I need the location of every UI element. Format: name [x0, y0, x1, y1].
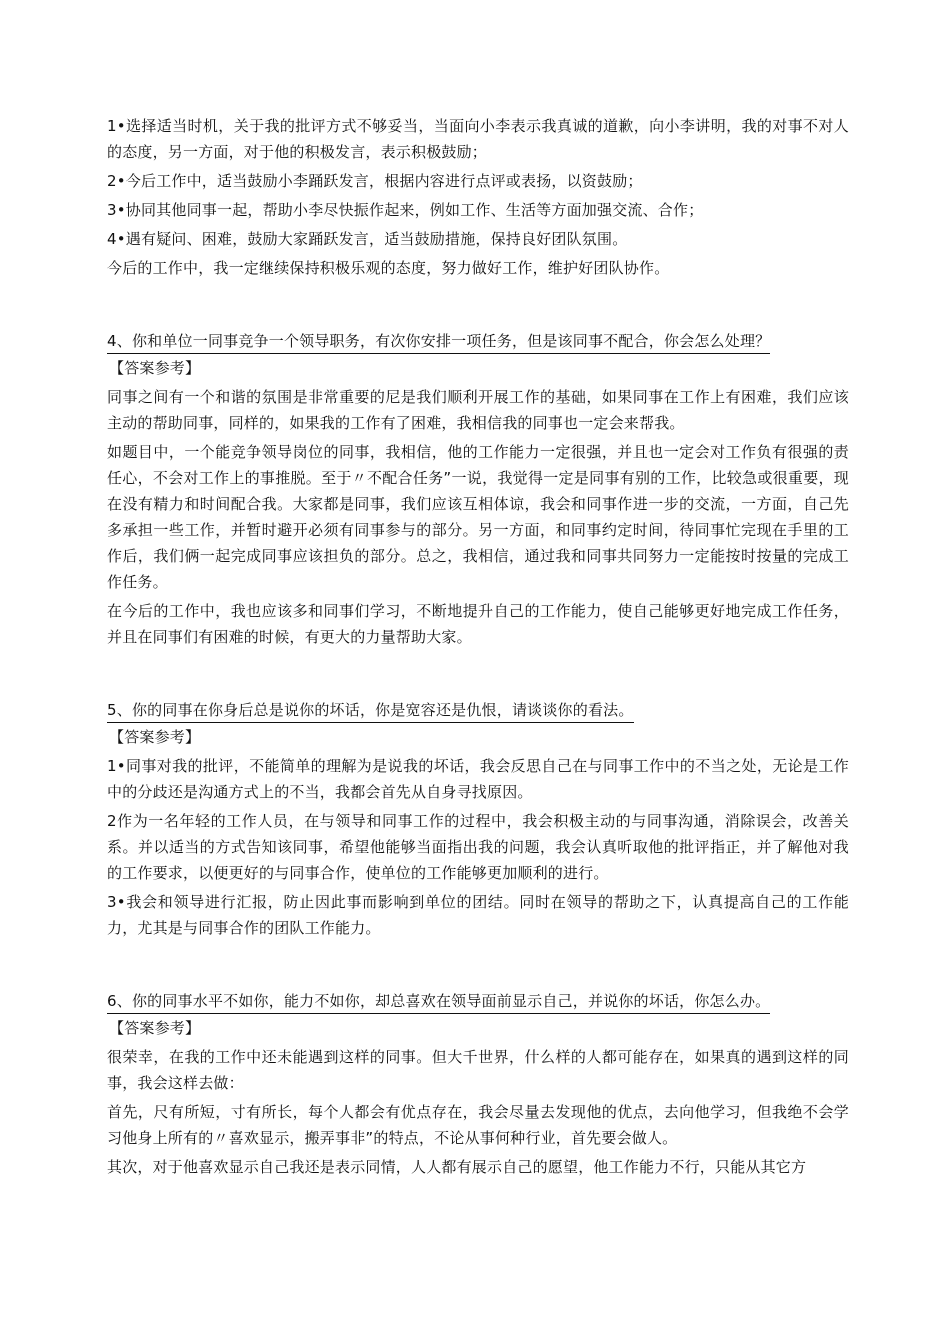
question-heading: 5、你的同事在你身后总是说你的坏话，你是宽容还是仇恨，请谈谈你的看法。 — [107, 699, 634, 723]
section-spacer — [107, 284, 849, 328]
paragraph: 其次，对于他喜欢显示自己我还是表示同情，人人都有展示自己的愿望，他工作能力不行，只能从其它方 — [107, 1158, 807, 1176]
section-spacer — [107, 653, 849, 697]
paragraph: 首先，尺有所短，寸有所长，每个人都会有优点存在，我会尽量去发现他的优点，去向他学习，但我绝不会学习他身上所有的〃喜欢显示，搬弄事非”的特点，不论从事何种行业，首先要会做人。 — [107, 1103, 849, 1147]
answer-reference-label: 【答案参考】 — [109, 728, 201, 746]
question-heading: 4、你和单位一同事竞争一个领导职务，有次你安排一项任务，但是该同事不配合，你会怎么处理？ — [107, 330, 770, 354]
paragraph: 同事之间有一个和谐的氛围是非常重要的尼是我们顺利开展工作的基础，如果同事在工作上有困难，我们应该主动的帮助同事，同样的，如果我的工作有了困难，我相信我的同事也一定会来帮我。 — [107, 388, 849, 432]
paragraph: 3•协同其他同事一起，帮助小李尽快振作起来，例如工作、生活等方面加强交流、合作； — [107, 201, 704, 219]
intro-block — [107, 113, 849, 281]
question-section-4 — [107, 328, 849, 650]
paragraph: 4•遇有疑问、困难，鼓励大家踊跃发言，适当鼓励措施，保持良好团队氛围。 — [107, 230, 628, 248]
paragraph: 在今后的工作中，我也应该多和同事们学习，不断地提升自己的工作能力，使自己能够更好地完成工作任务，并且在同事们有困难的时候，有更大的力量帮助大家。 — [107, 602, 849, 646]
paragraph: 2作为一名年轻的工作人员，在与领导和同事工作的过程中，我会积极主动的与同事沟通，消除误会，改善关系。并以适当的方式告知该同事，希望他能够当面指出我的问题，我会认真听取他的批评指正，并了解他对我的工作要求，以便更好的与同事合作，使单位的工作能够更加顺利的进行。 — [107, 812, 849, 882]
paragraph: 今后的工作中，我一定继续保持积极乐观的态度，努力做好工作，维护好团队协作。 — [107, 259, 670, 277]
answer-reference-label: 【答案参考】 — [109, 1019, 201, 1037]
question-section-6 — [107, 988, 849, 1180]
paragraph: 1•选择适当时机，关于我的批评方式不够妥当，当面向小李表示我真诚的道歉，向小李讲明，我的对事不对人的态度，另一方面，对于他的积极发言，表示积极鼓励； — [107, 117, 849, 161]
document-page — [107, 113, 849, 1183]
question-section-5 — [107, 697, 849, 941]
paragraph: 很荣幸，在我的工作中还未能遇到这样的同事。但大千世界，什么样的人都可能存在，如果真的遇到这样的同事，我会这样去做： — [107, 1048, 849, 1092]
answer-reference-label: 【答案参考】 — [109, 359, 201, 377]
question-heading: 6、你的同事水平不如你，能力不如你，却总喜欢在领导面前显示自己，并说你的坏话，你怎么办。 — [107, 990, 770, 1014]
paragraph: 3•我会和领导进行汇报，防止因此事而影响到单位的团结。同时在领导的帮助之下，认真提高自己的工作能力，尤其是与同事合作的团队工作能力。 — [107, 893, 849, 937]
section-spacer — [107, 944, 849, 988]
paragraph: 2•今后工作中，适当鼓励小李踊跃发言，根据内容进行点评或表扬，以资鼓励； — [107, 172, 643, 190]
paragraph: 1•同事对我的批评，不能简单的理解为是说我的坏话，我会反思自己在与同事工作中的不当之处，无论是工作中的分歧还是沟通方式上的不当，我都会首先从自身寻找原因。 — [107, 757, 849, 801]
paragraph: 如题目中，一个能竞争领导岗位的同事，我相信，他的工作能力一定很强，并且也一定会对工作负有很强的责任心，不会对工作上的事推脱。至于〃不配合任务”一说，我觉得一定是同事有别的工作，比较急或很重要，现在没有精力和时间配合我。大家都是同事，我们应该互相体谅，我会和同事作进一步的交流，一方面，自己先多承担一些工作，并暂时避开必须有同事参与的部分。另一方面，和同事约定时间，待同事忙完现在手里的工作后，我们俩一起完成同事应该担负的部分。总之，我相信，通过我和同事共同努力一定能按时按量的完成工作任务。 — [107, 443, 849, 591]
